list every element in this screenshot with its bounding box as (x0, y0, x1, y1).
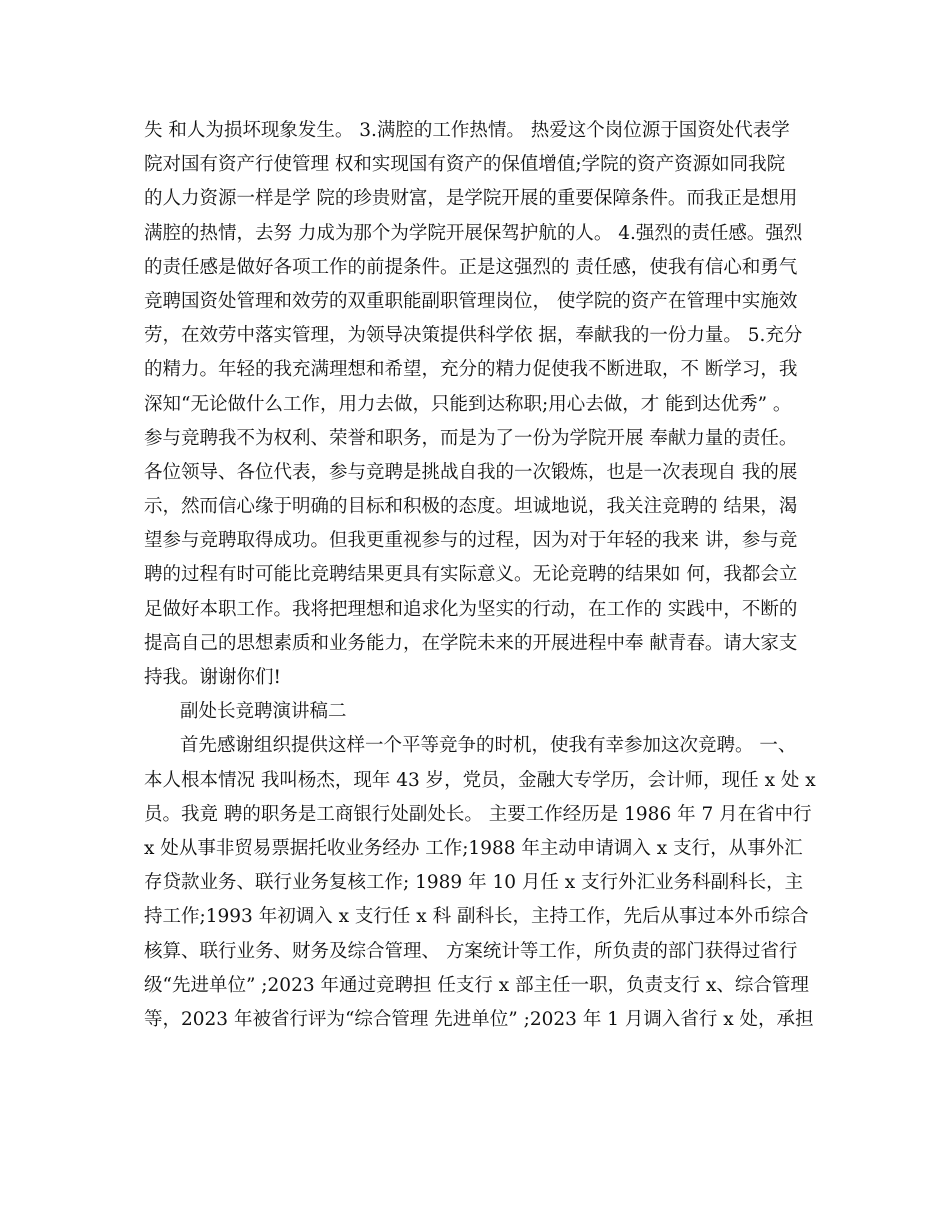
document-body (144, 114, 814, 1037)
text-line: 各位领导、各位代表，参与竞聘是挑战自我的一次锻炼，也是一次表现自 我的展 (144, 461, 798, 483)
text-line: 本人根本情况 我叫杨杰，现年 43 岁，党员，金融大专学历，会计师，现任 x 处 x (144, 769, 816, 791)
text-line: 持我。谢谢你们! (144, 667, 281, 688)
text-line: 望参与竞聘取得成功。但我更重视参与的过程，因为对于年轻的我来 讲，参与竞 (144, 530, 798, 552)
text-line: 存贷款业务、联行业务复核工作; 1989 年 10 月任 x 支行外汇业务科副科长，主 (144, 872, 804, 894)
text-line: 的精力。年轻的我充满理想和希望，充分的精力促使我不断进取，不 断学习，我 (144, 359, 798, 381)
text-line: 等，2023 年被省行评为“综合管理 先进单位” ;2023 年 1 月调入省行 x 处，承担 (144, 1008, 814, 1030)
text-line: 参与竞聘我不为权利、荣誉和职务，而是为了一份为学院开展 奉献力量的责任。 (144, 427, 798, 449)
text-line: 级“先进单位” ;2023 年通过竞聘担 任支行 x 部主任一职，负责支行 x、综合管理 (144, 974, 809, 996)
text-line: 深知“无论做什么工作，用力去做，只能到达称职;用心去做，才 能到达优秀” 。 (144, 393, 792, 415)
text-line: 劳，在效劳中落实管理，为领导决策提供科学依 据，奉献我的一份力量。 5.充分 (144, 325, 803, 347)
text-line: 聘的过程有时可能比竞聘结果更具有实际意义。无论竞聘的结果如 何，我都会立 (144, 564, 798, 586)
text-line: 的人力资源一样是学 院的珍贵财富，是学院开展的重要保障条件。而我正是想用 (144, 188, 798, 210)
text-line: 示，然而信心缘于明确的目标和积极的态度。坦诚地说，我关注竞聘的 结果，渴 (144, 496, 798, 518)
text-line: 满腔的热情，去努 力成为那个为学院开展保驾护航的人。 4.强烈的责任感。强烈 (144, 222, 803, 244)
text-line: 失 和人为损坏现象发生。 3.满腔的工作热情。 热爱这个岗位源于国资处代表学 (144, 120, 790, 141)
text-line: 提高自己的思想素质和业务能力，在学院未来的开展进程中奉 献青春。请大家支 (144, 632, 798, 654)
text-line: 首先感谢组织提供这样一个平等竞争的时机，使我有幸参加这次竞聘。 一、 (180, 735, 797, 757)
text-line: 的责任感是做好各项工作的前提条件。正是这强烈的 责任感，使我有信心和勇气 (144, 256, 798, 278)
text-line: 核算、联行业务、财务及综合管理、 方案统计等工作，所负责的部门获得过省行 (144, 940, 798, 962)
text-line: 院对国有资产行使管理 权和实现国有资产的保值增值;学院的资产资源如同我院 (144, 154, 786, 176)
section-heading: 副处长竞聘演讲稿二 (180, 701, 347, 723)
text-line: 员。我竟 聘的职务是工商银行处副处长。 主要工作经历是 1986 年 7 月在省中行 (144, 803, 812, 825)
text-line: x 处从事非贸易票据托收业务经办 工作;1988 年主动申请调入 x 支行，从事外汇 (144, 837, 803, 859)
text-line: 持工作;1993 年初调入 x 支行任 x 科 副科长，主持工作，先后从事过本外币综合 (144, 906, 809, 928)
text-line: 竞聘国资处管理和效劳的双重职能副职管理岗位， 使学院的资产在管理中实施效 (144, 290, 798, 312)
text-line: 足做好本职工作。我将把理想和追求化为坚实的行动，在工作的 实践中，不断的 (144, 598, 798, 620)
